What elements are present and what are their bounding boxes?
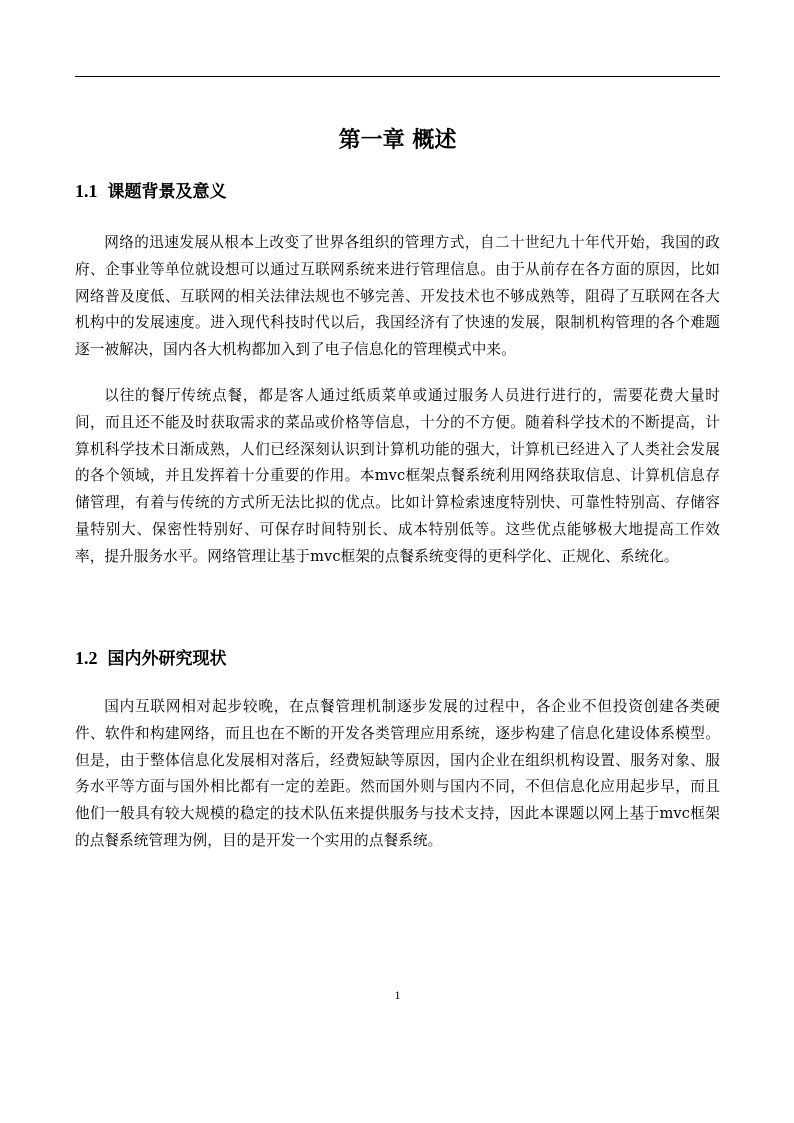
section-title: 课题背景及意义 bbox=[107, 182, 227, 202]
header-rule bbox=[75, 76, 720, 77]
section-heading-1-2 bbox=[75, 645, 227, 672]
section-number: 1.1 bbox=[75, 181, 98, 201]
paragraph: 国内互联网相对起步较晚，在点餐管理机制逐步发展的过程中，各企业不但投资创建各类硬件、软件和构建网络，而且也在不断的开发各类管理应用系统，逐步构建了信息化建设体系模型。但是，由于整体信息化发展相对落后，经费短缺等原因，国内企业在组织机构设置、服务对象、服务水平等方面与国外相比都有一定的差距。然而国外则与国内不同，不但信息化应用起步早，而且他们一般具有较大规模的稳定的技术队伍来提供服务与技术支持，因此本课题以网上基于mvc框架的点餐系统管理为例，目的是开发一个实用的点餐系统。 bbox=[75, 698, 720, 849]
paragraph: 以往的餐厅传统点餐，都是客人通过纸质菜单或通过服务人员进行进行的，需要花费大量时间，而且还不能及时获取需求的菜品或价格等信息，十分的不方便。随着科学技术的不断提高，计算机科学技术日渐成熟，人们已经深刻认识到计算机功能的强大，计算机已经进入了人类社会发展的各个领域，并且发挥着十分重要的作用。本mvc框架点餐系统利用网络获取信息、计算机信息存储管理，有着与传统的方式所无法比拟的优点。比如计算检索速度特别快、可靠性特别高、存储容量特别大、保密性特别好、可保存时间特别长、成本特别低等。这些优点能够极大地提高工作效率，提升服务水平。网络管理让基于mvc框架的点餐系统变得的更科学化、正规化、系统化。 bbox=[75, 387, 720, 565]
page-number: 1 bbox=[394, 988, 401, 1002]
section-title: 国内外研究现状 bbox=[107, 649, 227, 669]
section-heading-1-1 bbox=[75, 178, 227, 205]
paragraph: 网络的迅速发展从根本上改变了世界各组织的管理方式，自二十世纪九十年代开始，我国的政府、企事业等单位就设想可以通过互联网系统来进行管理信息。由于从前存在各方面的原因，比如网络普及度低、互联网的相关法律法规也不够完善、开发技术也不够成熟等，阻碍了互联网在各大机构中的发展速度。进入现代科技时代以后，我国经济有了快速的发展，限制机构管理的各个难题逐一被解决，国内各大机构都加入到了电子信息化的管理模式中来。 bbox=[75, 234, 720, 359]
chapter-title: 第一章 概述 bbox=[338, 127, 457, 153]
section-number: 1.2 bbox=[75, 648, 98, 668]
